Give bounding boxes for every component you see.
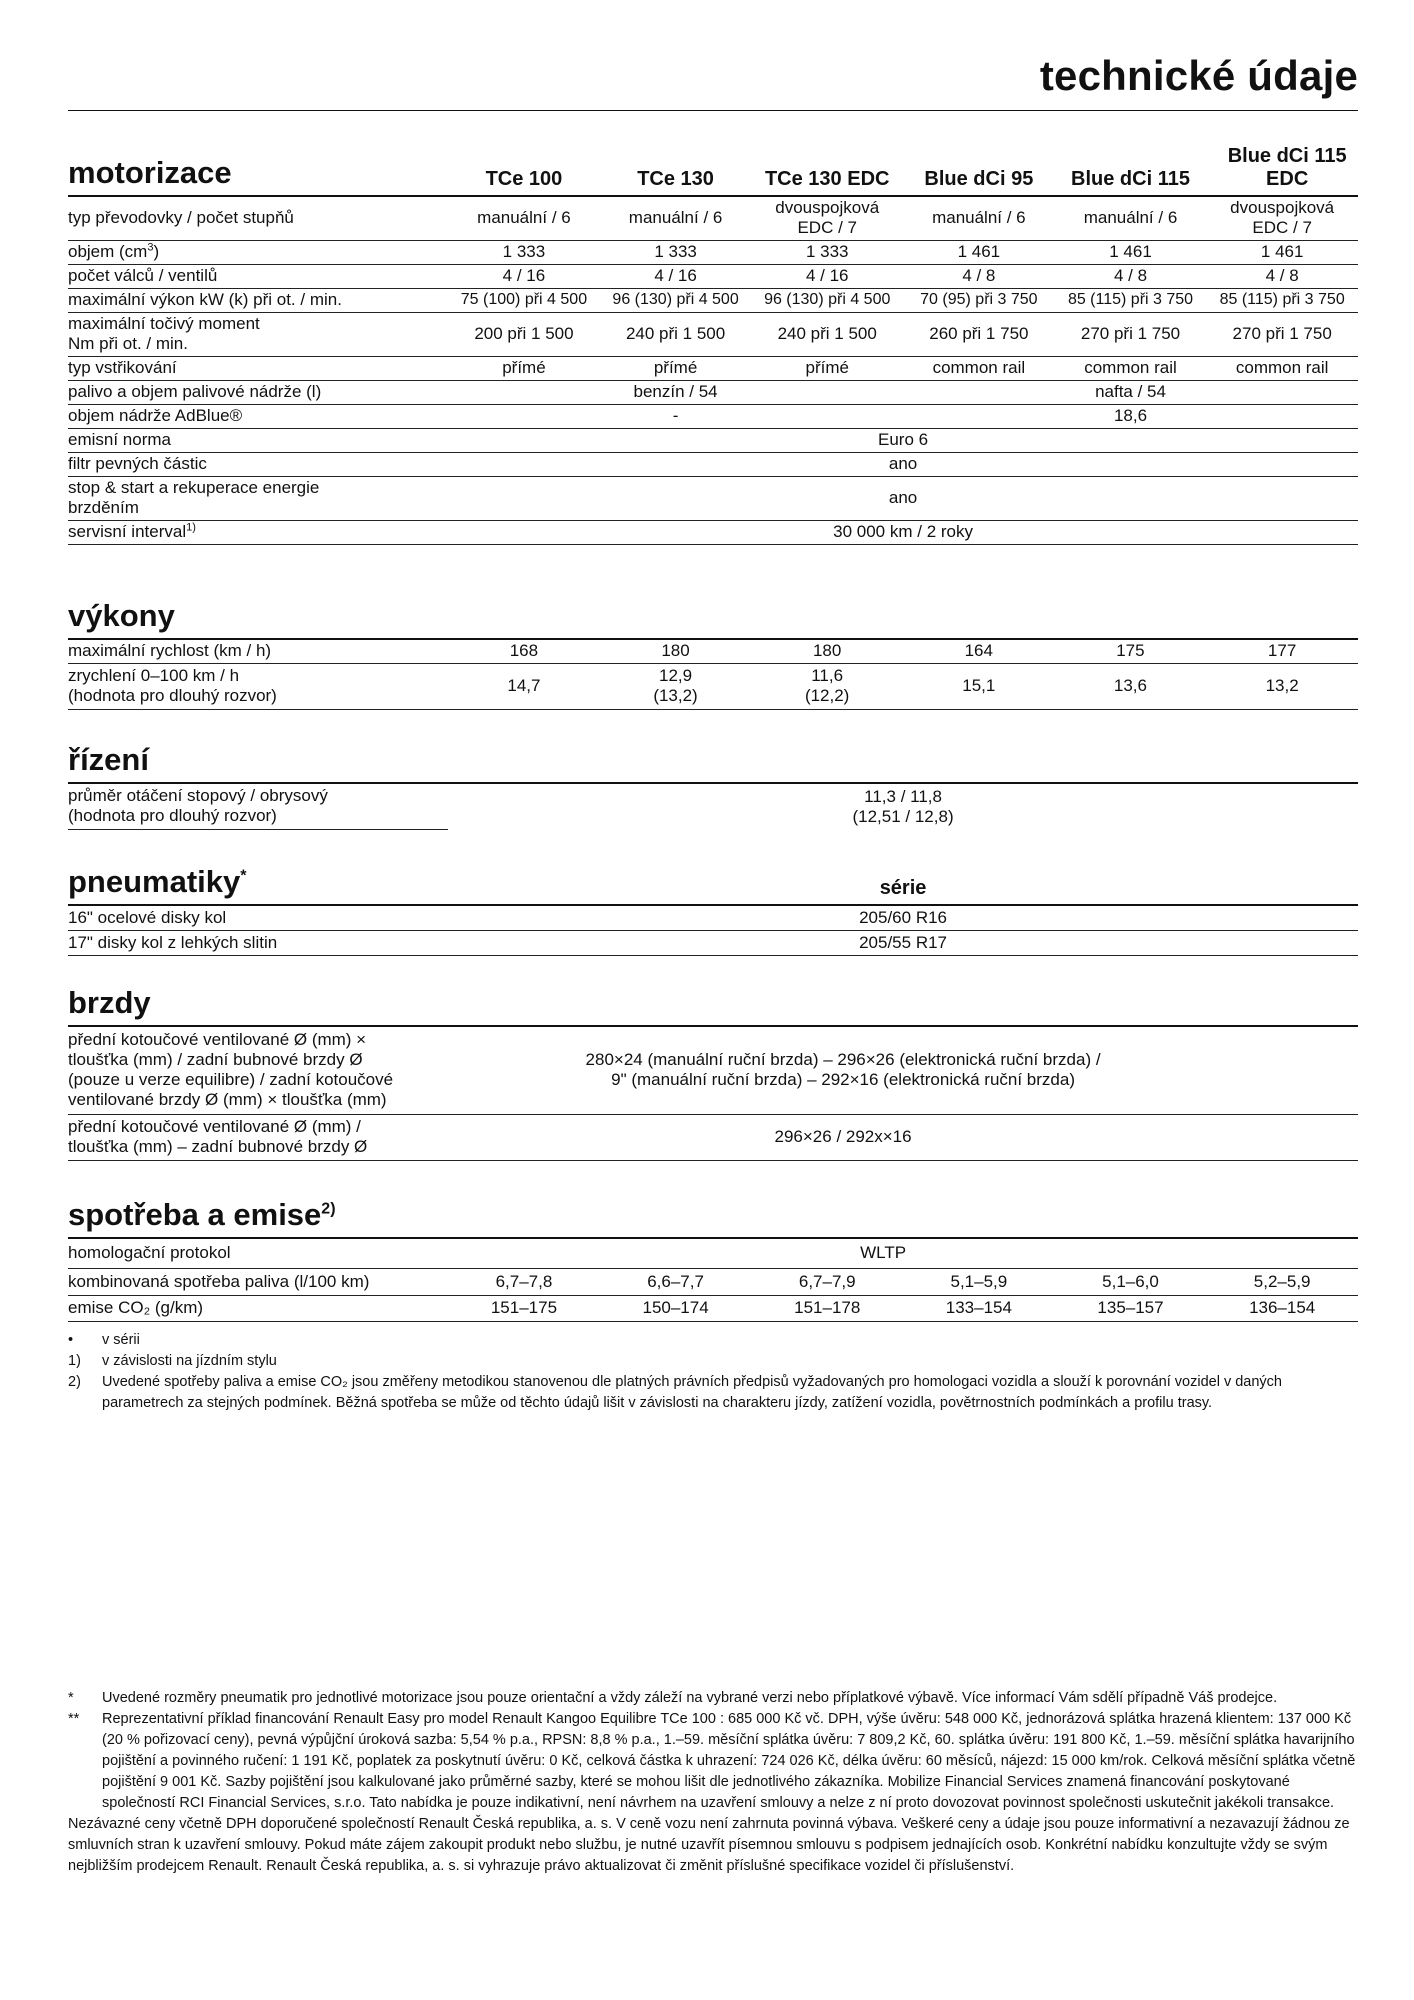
table-row — [68, 1295, 1358, 1321]
cell: přímé — [448, 356, 600, 380]
cell: 85 (115) při 3 750 — [1206, 288, 1358, 312]
cell: 180 — [600, 639, 752, 663]
cell: 4 / 8 — [903, 264, 1055, 288]
table-row — [68, 312, 1358, 356]
section-heading-brzdy: brzdy — [68, 985, 1358, 1026]
cell: 1 333 — [600, 240, 752, 264]
table-row — [68, 288, 1358, 312]
footnote: * Uvedené rozměry pneumatik pro jednotlivé motorizace jsou pouze orientační a vždy záleží na vybrané verzi nebo příplatkové výbavě. Více informací Vám sdělí případně Váš prodejce. — [68, 1690, 1278, 1706]
cell: 14,7 — [448, 663, 600, 709]
vykony-header — [68, 598, 1358, 639]
cell: ano — [448, 452, 1358, 476]
row-label: emisní norma — [68, 428, 448, 452]
cell: 75 (100) při 4 500 — [448, 288, 600, 312]
row-label: maximální točivý moment Nm při ot. / min. — [68, 312, 448, 356]
table-row — [68, 428, 1358, 452]
row-label: 17" disky kol z lehkých slitin — [68, 930, 448, 955]
cell: 15,1 — [903, 663, 1055, 709]
table-row — [68, 452, 1358, 476]
cell: 11,6 (12,2) — [751, 663, 903, 709]
table-row — [68, 1268, 1358, 1295]
disclaimer: Nezávazné ceny včetně DPH doporučené společností Renault Česká republika, a. s. V ceně vozu není zahrnuta povinná výbava. Veškeré ceny a údaje jsou pouze informativní a nezavazují žádnou ze smluvních stran k uzavření smlouvy. Pokud máte zájem zakoupit produkt nebo službu, je nutné uzavřít písemnou smlouvu s podpisem jednajících osob. Konkrétní nabídku konzultujte vždy se svým nejbližším prodejcem Renault. Renault Česká republika, a. s. si vyhrazuje právo aktualizovat či změnit příslušné specifikace vozidel či příslušenství. — [68, 1816, 1350, 1874]
cell: 240 při 1 500 — [600, 312, 752, 356]
row-label: kombinovaná spotřeba paliva (l/100 km) — [68, 1268, 448, 1295]
cell: 11,3 / 11,8 (12,51 / 12,8) — [852, 786, 954, 826]
row-label: palivo a objem palivové nádrže (l) — [68, 380, 448, 404]
table-row — [68, 196, 1358, 240]
section-heading-pneumatiky: pneumatiky* — [68, 864, 448, 905]
cell: 1 333 — [751, 240, 903, 264]
cell: 205/55 R17 — [448, 930, 1358, 955]
footnotes — [68, 1330, 1358, 1414]
cell: 1 333 — [448, 240, 600, 264]
cell: 168 — [448, 639, 600, 663]
brzdy-table — [68, 985, 1358, 1161]
table-row — [68, 404, 1358, 428]
motorizace-header — [68, 145, 1358, 196]
cell: 1 461 — [903, 240, 1055, 264]
cell: 240 při 1 500 — [751, 312, 903, 356]
spotreba-table — [68, 1197, 1358, 1322]
section-heading-motorizace: motorizace — [68, 145, 448, 196]
column-header-serie: série — [448, 864, 1358, 905]
footnote: 2) Uvedené spotřeby paliva a emise CO₂ jsou změřeny metodikou stanovenou dle platných právních předpisů vyžadovaných pro homologaci vozidla a slouží k porovnání vozidel v daných parametrech za stejných podmínek. Běžná spotřeba se může od těchto údajů lišit v závislosti na charakteru jízdy, zatížení vozidla, povětrnostních podmínkách a profilu trasy. — [68, 1374, 1282, 1411]
cell: manuální / 6 — [600, 196, 752, 240]
cell: 12,9 (13,2) — [600, 663, 752, 709]
pneumatiky-header — [68, 864, 1358, 905]
cell: common rail — [1055, 356, 1207, 380]
column-header: TCe 100 — [448, 145, 600, 196]
row-label: stop & start a rekuperace energie brzděním — [68, 476, 448, 520]
row-label: typ převodovky / počet stupňů — [68, 196, 448, 240]
spotreba-header — [68, 1197, 1358, 1238]
cell: 4 / 16 — [448, 264, 600, 288]
cell: 260 při 1 750 — [903, 312, 1055, 356]
cell: přímé — [751, 356, 903, 380]
cell: 180 — [751, 639, 903, 663]
cell: ano — [448, 476, 1358, 520]
section-heading-spotreba: spotřeba a emise$^{2)}$ — [68, 1197, 1358, 1238]
row-label: maximální výkon kW (k) při ot. / min. — [68, 288, 448, 312]
row-label: objem $(cm^3)$ — [68, 240, 448, 264]
table-row — [68, 380, 1358, 404]
row-label: typ vstřikování — [68, 356, 448, 380]
cell: 4 / 8 — [1206, 264, 1358, 288]
cell: přímé — [600, 356, 752, 380]
table-row — [68, 783, 1358, 829]
cell: 6,7–7,8 — [448, 1268, 600, 1295]
column-header: Blue dCi 115 EDC — [1206, 145, 1358, 196]
rizeni-header — [68, 742, 1358, 783]
cell: 270 při 1 750 — [1206, 312, 1358, 356]
cell: 13,2 — [1206, 663, 1358, 709]
cell: 270 při 1 750 — [1055, 312, 1207, 356]
table-row — [68, 930, 1358, 955]
cell: dvouspojková EDC / 7 — [1206, 196, 1358, 240]
cell: 6,7–7,9 — [751, 1268, 903, 1295]
cell: 164 — [903, 639, 1055, 663]
cell: nafta / 54 — [903, 380, 1358, 404]
cell: 150–174 — [600, 1295, 752, 1321]
section-heading-vykony: výkony — [68, 598, 1358, 639]
cell: 133–154 — [903, 1295, 1055, 1321]
cell: 151–175 — [448, 1295, 600, 1321]
cell: 30 000 km / 2 roky — [448, 520, 1358, 544]
cell: 4 / 8 — [1055, 264, 1207, 288]
cell: 136–154 — [1206, 1295, 1358, 1321]
cell: 96 (130) při 4 500 — [751, 288, 903, 312]
cell: - — [448, 404, 903, 428]
page-title: technické údaje — [1039, 52, 1358, 99]
footnote: 1) v závislosti na jízdním stylu — [68, 1353, 277, 1369]
cell: dvouspojková EDC / 7 — [751, 196, 903, 240]
cell: 13,6 — [1055, 663, 1207, 709]
row-label: objem nádrže AdBlue® — [68, 404, 448, 428]
table-row — [68, 1026, 1358, 1114]
cell: 200 při 1 500 — [448, 312, 600, 356]
row-label: servisní interval$^{1)}$ — [68, 520, 448, 544]
cell: common rail — [1206, 356, 1358, 380]
cell: 4 / 16 — [600, 264, 752, 288]
cell: 151–178 — [751, 1295, 903, 1321]
cell: 205/60 R16 — [448, 905, 1358, 930]
cell: 4 / 16 — [751, 264, 903, 288]
cell: benzín / 54 — [448, 380, 903, 404]
table-row — [68, 240, 1358, 264]
column-header: Blue dCi 95 — [903, 145, 1055, 196]
column-header: TCe 130 EDC — [751, 145, 903, 196]
cell: 5,2–5,9 — [1206, 1268, 1358, 1295]
table-row — [68, 639, 1358, 663]
cell: Euro 6 — [448, 428, 1358, 452]
row-label: zrychlení 0–100 km / h (hodnota pro dlouhý rozvor) — [68, 663, 448, 709]
column-header: TCe 130 — [600, 145, 752, 196]
cell: 96 (130) při 4 500 — [600, 288, 752, 312]
cell: 6,6–7,7 — [600, 1268, 752, 1295]
footnote: • v sérii — [68, 1332, 140, 1348]
cell: 5,1–6,0 — [1055, 1268, 1207, 1295]
table-row — [68, 520, 1358, 544]
cell: 70 (95) při 3 750 — [903, 288, 1055, 312]
row-label: počet válců / ventilů — [68, 264, 448, 288]
footnote: ** Reprezentativní příklad financování Renault Easy pro model Renault Kangoo Equilibre TCe 100 : 685 000 Kč vč. DPH, výše úvěru: 548 000 Kč, jednorázová splátka hrazená klientem: 137 000 Kč (20 % pořizovací ceny), pevná výpůjční úroková sazba: 5,54 % p.a., RPSN: 8,8 % p.a., 1.–59. měsíční splátka úvěru: 7 809,2 Kč, 60. splátka úvěru: 191 800 Kč, 1.–59. měsíční splátka havarijního pojištění a povinného ručení: 1 191 Kč, poplatek za poskytnutí úvěru: 0 Kč, celková částka k uhrazení: 724 026 Kč, délka úvěru: 60 měsíců, nájezd: 15 000 km/rok. Celková měsíční splátka včetně pojištění 9 001 Kč. Sazby pojištění jsou kalkulované jako průměrné sazby, které se mohou lišit dle jednotlivého zákazníka. Mobilize Financial Services znamená financování poskytované společností RCI Financial Services, s.r.o. Tato nabídka je pouze indikativní, není návrhem na uzavření smlouvy a nelze z ní proto dovozovat povinnost společnosti uskutečnit jakékoli transakce. — [68, 1711, 1356, 1811]
motorizace-table — [68, 145, 1358, 545]
table-row — [68, 356, 1358, 380]
cell: 175 — [1055, 639, 1207, 663]
cell: 177 — [1206, 639, 1358, 663]
row-label: homologační protokol — [68, 1238, 448, 1268]
cell: WLTP — [448, 1238, 1358, 1268]
table-row — [68, 1114, 1358, 1160]
row-label: maximální rychlost (km / h) — [68, 639, 448, 663]
title-divider — [68, 110, 1358, 111]
cell: 18,6 — [903, 404, 1358, 428]
row-label: emise CO₂ (g/km) — [68, 1295, 448, 1321]
table-row — [68, 1238, 1358, 1268]
vykony-table — [68, 598, 1358, 710]
cell: 5,1–5,9 — [903, 1268, 1055, 1295]
table-row — [68, 264, 1358, 288]
cell: 85 (115) při 3 750 — [1055, 288, 1207, 312]
cell: manuální / 6 — [448, 196, 600, 240]
cell: manuální / 6 — [1055, 196, 1207, 240]
table-row — [68, 663, 1358, 709]
rizeni-table — [68, 742, 1358, 830]
cell: 1 461 — [1055, 240, 1207, 264]
table-row — [68, 476, 1358, 520]
cell: manuální / 6 — [903, 196, 1055, 240]
section-heading-rizeni: řízení — [68, 742, 1358, 783]
row-label: přední kotoučové ventilované Ø (mm) × tloušťka (mm) / zadní bubnové brzdy Ø (pouze u verze equilibre) / zadní kotoučové ventilované brzdy Ø (mm) × tloušťka (mm) — [68, 1026, 448, 1114]
cell: 280×24 (manuální ruční brzda) – 296×26 (elektronická ruční brzda) / 9" (manuální ruční brzda) – 292×16 (elektronická ruční brzda) — [448, 1026, 1358, 1114]
bottom-notes — [68, 1688, 1358, 1877]
table-row — [68, 905, 1358, 930]
cell: common rail — [903, 356, 1055, 380]
brzdy-header — [68, 985, 1358, 1026]
column-header: Blue dCi 115 — [1055, 145, 1207, 196]
pneumatiky-table — [68, 864, 1358, 956]
row-label: 16" ocelové disky kol — [68, 905, 448, 930]
row-label: přední kotoučové ventilované Ø (mm) / tloušťka (mm) – zadní bubnové brzdy Ø — [68, 1114, 448, 1160]
cell: 135–157 — [1055, 1295, 1207, 1321]
cell: 1 461 — [1206, 240, 1358, 264]
cell: 296×26 / 292x×16 — [448, 1114, 1358, 1160]
row-label: průměr otáčení stopový / obrysový (hodnota pro dlouhý rozvor) — [68, 783, 448, 829]
row-label: filtr pevných částic — [68, 452, 448, 476]
spec-page — [68, 0, 1358, 2000]
